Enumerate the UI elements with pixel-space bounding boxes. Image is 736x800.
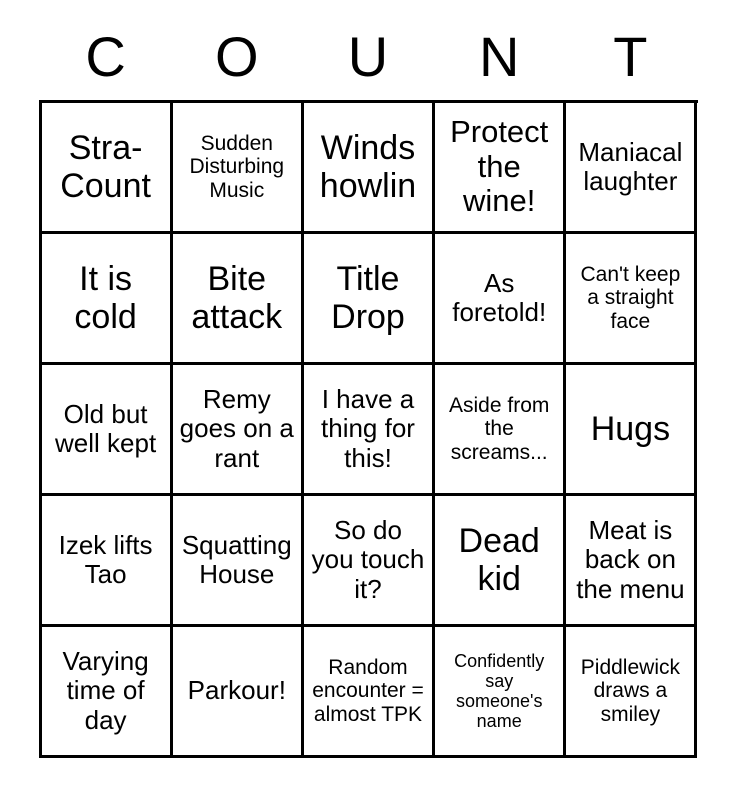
bingo-cell-label: Dead kid <box>458 521 540 598</box>
bingo-cell-label: It is cold <box>74 259 137 336</box>
bingo-cell[interactable] <box>42 234 173 365</box>
bingo-cell-label: Meat is back on the menu <box>576 515 685 604</box>
bingo-cell-label: Squatting House <box>181 529 292 589</box>
bingo-cell-label: Winds howlin <box>319 128 417 205</box>
header-letter-3: U <box>347 25 389 88</box>
bingo-cell[interactable] <box>566 234 697 365</box>
bingo-cell[interactable] <box>42 365 173 496</box>
bingo-cell[interactable] <box>435 496 566 627</box>
bingo-cell-label: Protect the wine! <box>450 113 549 219</box>
bingo-cell-label: Bite attack <box>191 259 283 336</box>
bingo-cell[interactable] <box>304 496 435 627</box>
bingo-cell[interactable] <box>304 234 435 365</box>
bingo-cell-label: So do you touch it? <box>311 515 425 604</box>
bingo-cell[interactable] <box>304 103 435 234</box>
bingo-grid <box>39 100 698 758</box>
bingo-cell-label: Piddlewick draws a smiley <box>580 655 680 726</box>
bingo-cell[interactable] <box>42 627 173 758</box>
bingo-cell[interactable] <box>173 365 304 496</box>
bingo-cell-label: Parkour! <box>187 675 286 706</box>
header-letter-2: O <box>215 25 259 88</box>
bingo-cell[interactable] <box>42 103 173 234</box>
bingo-cell[interactable] <box>566 365 697 496</box>
bingo-cell[interactable] <box>173 103 304 234</box>
header-letter-1: C <box>85 25 126 88</box>
bingo-cell[interactable] <box>566 627 697 758</box>
bingo-cell-label: Stra-Count <box>60 128 151 205</box>
bingo-cell[interactable] <box>173 234 304 365</box>
bingo-cell-label: Confidently say someone's name <box>454 650 545 732</box>
bingo-cell[interactable] <box>435 103 566 234</box>
bingo-cell[interactable] <box>435 627 566 758</box>
bingo-cell-label: Hugs <box>590 409 671 448</box>
bingo-cell-label: Aside from the screams... <box>449 393 550 464</box>
bingo-cell-label: Sudden Disturbing Music <box>189 131 285 202</box>
header-letter-4: N <box>478 25 520 88</box>
bingo-cell[interactable] <box>304 627 435 758</box>
bingo-cell[interactable] <box>435 365 566 496</box>
bingo-cell[interactable] <box>566 103 697 234</box>
bingo-cell-label: Varying time of day <box>62 646 149 735</box>
bingo-cell-label: Random encounter = almost TPK <box>312 655 424 726</box>
bingo-cell-label: Title Drop <box>331 259 405 336</box>
header-letter-5: T <box>613 25 648 88</box>
bingo-cell-label: Remy goes on a rant <box>179 384 294 473</box>
bingo-cell[interactable] <box>304 365 435 496</box>
bingo-cell[interactable] <box>173 496 304 627</box>
bingo-cell-label: I have a thing for this! <box>321 384 415 473</box>
bingo-cell-label: Izek lifts Tao <box>58 529 153 589</box>
bingo-cell[interactable] <box>566 496 697 627</box>
bingo-cell-label: As foretold! <box>452 267 547 327</box>
bingo-cell[interactable] <box>435 234 566 365</box>
bingo-cell[interactable] <box>173 627 304 758</box>
bingo-header <box>40 26 696 88</box>
bingo-cell-label: Old but well kept <box>55 398 157 458</box>
bingo-cell-label: Can't keep a straight face <box>580 262 681 333</box>
bingo-cell[interactable] <box>42 496 173 627</box>
bingo-cell-label: Maniacal laughter <box>578 136 683 196</box>
